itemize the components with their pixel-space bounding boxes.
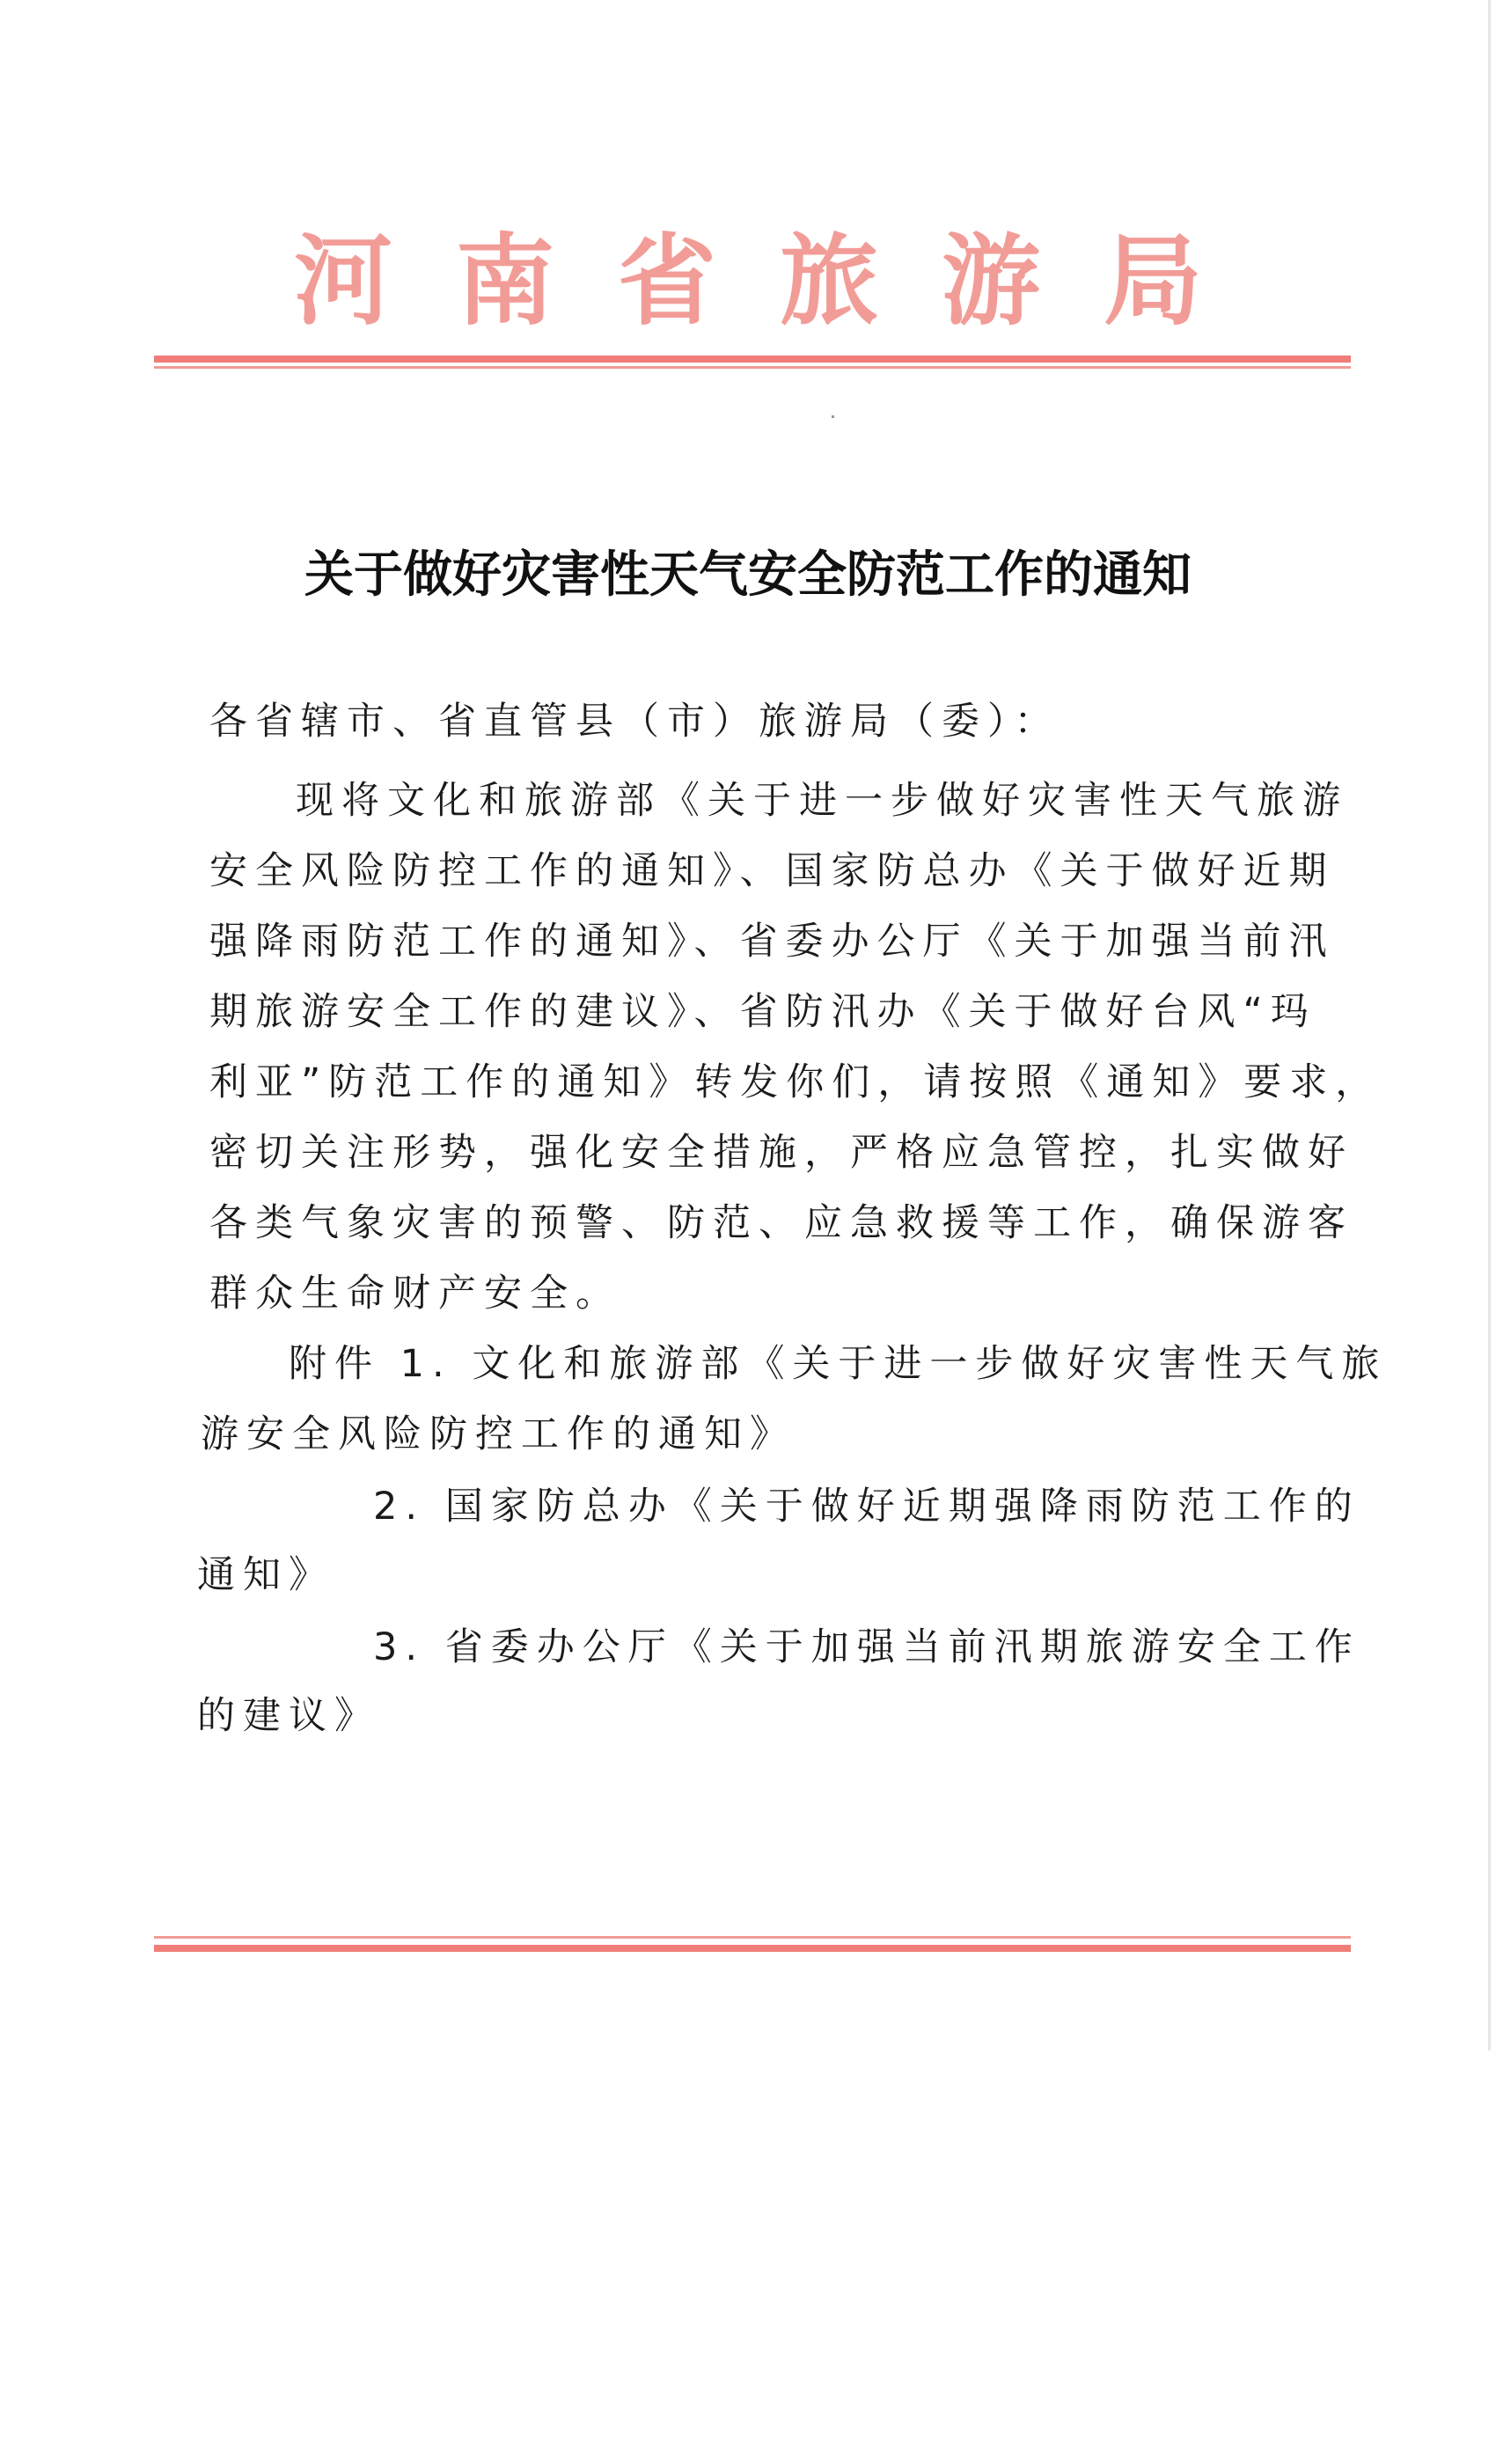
attachment-1-line-2: 游安全风险防控工作的通知》 <box>201 1412 796 1456</box>
letterhead-rule-thick <box>154 356 1351 363</box>
body-line: 各类气象灾害的预警、防范、应急救援等工作，确保游客 <box>209 1201 1353 1245</box>
attachment-3-line-2: 的建议》 <box>197 1694 380 1738</box>
footer-rule-thin <box>154 1936 1351 1939</box>
body-line: 密切关注形势，强化安全措施，严格应急管控，扎实做好 <box>209 1131 1353 1175</box>
footer-rule-thick <box>154 1945 1351 1952</box>
attachment-2-line-2: 通知》 <box>197 1553 334 1597</box>
attachment-1-line-1: 附件 1. 文化和旅游部《关于进一步做好灾害性天气旅 <box>289 1342 1388 1386</box>
attachment-3-line-1: 3. 省委办公厅《关于加强当前汛期旅游安全工作 <box>373 1625 1360 1669</box>
body-line: 群众生命财产安全。 <box>209 1272 621 1316</box>
salutation: 各省辖市、省直管县（市）旅游局（委）： <box>209 700 1060 744</box>
body-line: 利亚”防范工作的通知》转发你们，请按照《通知》要求， <box>209 1060 1382 1104</box>
scan-speck <box>832 415 834 418</box>
attachment-2-line-1: 2. 国家防总办《关于做好近期强降雨防范工作的 <box>373 1485 1360 1529</box>
letterhead-org-name: 河南省旅游局 <box>294 224 1265 339</box>
body-line: 期旅游安全工作的建议》、省防汛办《关于做好台风“玛 <box>209 990 1316 1034</box>
letterhead-rule-thin <box>154 366 1351 369</box>
body-line: 强降雨防范工作的通知》、省委办公厅《关于加强当前汛 <box>209 920 1335 964</box>
body-line: 安全风险防控工作的通知》、国家防总办《关于做好近期 <box>209 849 1335 893</box>
body-line: 现将文化和旅游部《关于进一步做好灾害性天气旅游 <box>296 779 1348 823</box>
document-title: 关于做好灾害性天气安全防范工作的通知 <box>304 546 1192 604</box>
